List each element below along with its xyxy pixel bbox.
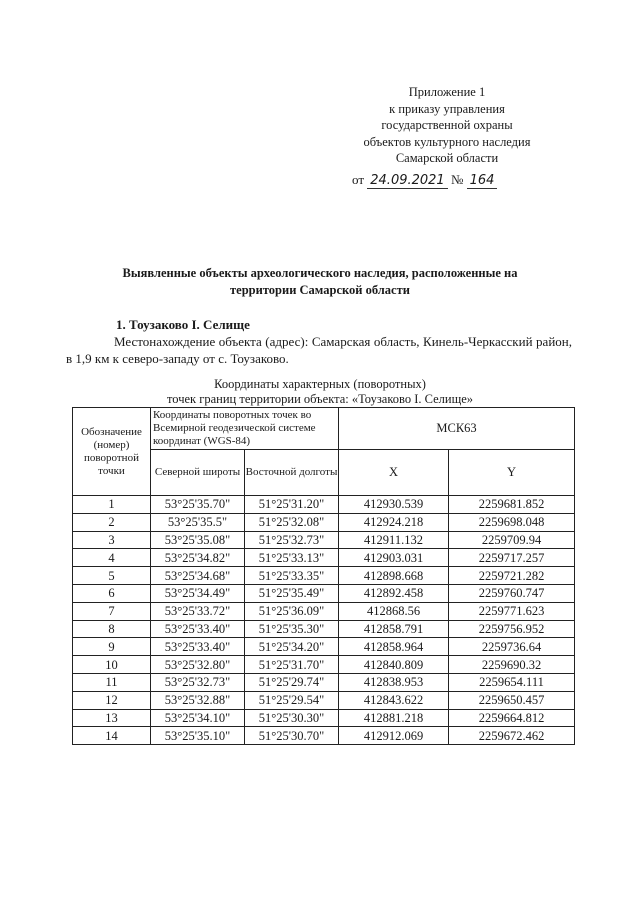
coordinates-title (70, 377, 570, 407)
order-number: 164 (467, 174, 498, 189)
x-cell: 412930.539 (339, 496, 449, 514)
table-row (73, 496, 575, 514)
order-number-prefix: № (450, 172, 464, 187)
latitude-cell: 53°25'33.40" (151, 620, 245, 638)
point-number-cell: 5 (73, 567, 151, 585)
longitude-cell: 51°25'33.13" (245, 549, 339, 567)
point-number-cell: 3 (73, 531, 151, 549)
table-row (73, 602, 575, 620)
appendix-line: государственной охраны (381, 118, 513, 132)
header-point-number: Обозначение (номер) поворотной точки (73, 408, 151, 496)
y-cell: 2259681.852 (449, 496, 575, 514)
table-row (73, 709, 575, 727)
latitude-cell: 53°25'32.88" (151, 691, 245, 709)
header-latitude: Северной широты (151, 450, 245, 496)
latitude-cell: 53°25'33.40" (151, 638, 245, 656)
y-cell: 2259756.952 (449, 620, 575, 638)
header-x: X (339, 450, 449, 496)
y-cell: 2259721.282 (449, 567, 575, 585)
point-number-cell: 6 (73, 584, 151, 602)
longitude-cell: 51°25'29.74" (245, 673, 339, 691)
y-cell: 2259664.812 (449, 709, 575, 727)
coordinates-title-line: Координаты характерных (поворотных) (214, 377, 426, 391)
x-cell: 412858.791 (339, 620, 449, 638)
latitude-cell: 53°25'34.49" (151, 584, 245, 602)
latitude-cell: 53°25'34.68" (151, 567, 245, 585)
longitude-cell: 51°25'30.30" (245, 709, 339, 727)
y-cell: 2259654.111 (449, 673, 575, 691)
object-location: Местонахождение объекта (адрес): Самарская область, Кинель-Черкасский район, в 1,9 км к северо-западу от с. Тоузаково. (66, 334, 572, 366)
point-number-cell: 7 (73, 602, 151, 620)
latitude-cell: 53°25'33.72" (151, 602, 245, 620)
table-row (73, 567, 575, 585)
y-cell: 2259709.94 (449, 531, 575, 549)
x-cell: 412881.218 (339, 709, 449, 727)
x-cell: 412838.953 (339, 673, 449, 691)
point-number-cell: 4 (73, 549, 151, 567)
order-prefix: от (352, 172, 365, 187)
object-heading: 1. Тоузаково I. Селище (116, 317, 250, 332)
table-row (73, 549, 575, 567)
x-cell: 412898.668 (339, 567, 449, 585)
y-cell: 2259760.747 (449, 584, 575, 602)
longitude-cell: 51°25'29.54" (245, 691, 339, 709)
point-number-cell: 2 (73, 513, 151, 531)
latitude-cell: 53°25'35.5" (151, 513, 245, 531)
order-date-line (352, 172, 542, 189)
longitude-cell: 51°25'36.09" (245, 602, 339, 620)
coordinates-table (72, 407, 575, 745)
order-date: 24.09.2021 (367, 174, 447, 189)
table-row (73, 638, 575, 656)
y-cell: 2259672.462 (449, 727, 575, 745)
appendix-block (322, 84, 572, 167)
latitude-cell: 53°25'34.10" (151, 709, 245, 727)
table-row (73, 691, 575, 709)
x-cell: 412843.622 (339, 691, 449, 709)
latitude-cell: 53°25'34.82" (151, 549, 245, 567)
x-cell: 412868.56 (339, 602, 449, 620)
latitude-cell: 53°25'35.10" (151, 727, 245, 745)
table-body (73, 496, 575, 745)
x-cell: 412912.069 (339, 727, 449, 745)
table-row (73, 531, 575, 549)
y-cell: 2259717.257 (449, 549, 575, 567)
point-number-cell: 9 (73, 638, 151, 656)
y-cell: 2259690.32 (449, 656, 575, 674)
longitude-cell: 51°25'32.73" (245, 531, 339, 549)
appendix-line: к приказу управления (389, 101, 505, 116)
header-y: Y (449, 450, 575, 496)
latitude-cell: 53°25'32.73" (151, 673, 245, 691)
y-cell: 2259698.048 (449, 513, 575, 531)
latitude-cell: 53°25'35.70" (151, 496, 245, 514)
header-msk63: МСК63 (339, 408, 575, 450)
header-longitude: Восточной долготы (245, 450, 339, 496)
table-row (73, 727, 575, 745)
x-cell: 412911.132 (339, 531, 449, 549)
x-cell: 412924.218 (339, 513, 449, 531)
y-cell: 2259771.623 (449, 602, 575, 620)
appendix-line: объектов культурного наследия (363, 134, 531, 149)
point-number-cell: 1 (73, 496, 151, 514)
point-number-cell: 8 (73, 620, 151, 638)
point-number-cell: 12 (73, 691, 151, 709)
longitude-cell: 51°25'32.08" (245, 513, 339, 531)
x-cell: 412892.458 (339, 584, 449, 602)
y-cell: 2259736.64 (449, 638, 575, 656)
latitude-cell: 53°25'32.80" (151, 656, 245, 674)
table-row (73, 513, 575, 531)
longitude-cell: 51°25'35.30" (245, 620, 339, 638)
point-number-cell: 14 (73, 727, 151, 745)
longitude-cell: 51°25'31.20" (245, 496, 339, 514)
longitude-cell: 51°25'35.49" (245, 584, 339, 602)
point-number-cell: 10 (73, 656, 151, 674)
longitude-cell: 51°25'31.70" (245, 656, 339, 674)
title-line: территории Самарской области (230, 283, 410, 297)
x-cell: 412903.031 (339, 549, 449, 567)
latitude-cell: 53°25'35.08" (151, 531, 245, 549)
header-wgs84: Координаты поворотных точек во Всемирной геодезической системе координат (WGS-84) (151, 408, 339, 450)
longitude-cell: 51°25'30.70" (245, 727, 339, 745)
longitude-cell: 51°25'34.20" (245, 638, 339, 656)
title-line: Выявленные объекты археологического наследия, расположенные на (122, 266, 518, 280)
coordinates-title-line: точек границ территории объекта: «Тоузаково I. Селище» (167, 392, 473, 406)
table-row (73, 656, 575, 674)
document-title (70, 265, 570, 299)
appendix-line: Приложение 1 (408, 85, 486, 99)
y-cell: 2259650.457 (449, 691, 575, 709)
point-number-cell: 13 (73, 709, 151, 727)
point-number-cell: 11 (73, 673, 151, 691)
longitude-cell: 51°25'33.35" (245, 567, 339, 585)
x-cell: 412840.809 (339, 656, 449, 674)
x-cell: 412858.964 (339, 638, 449, 656)
appendix-line: Самарской области (395, 151, 499, 165)
table-row (73, 673, 575, 691)
table-row (73, 620, 575, 638)
table-row (73, 584, 575, 602)
